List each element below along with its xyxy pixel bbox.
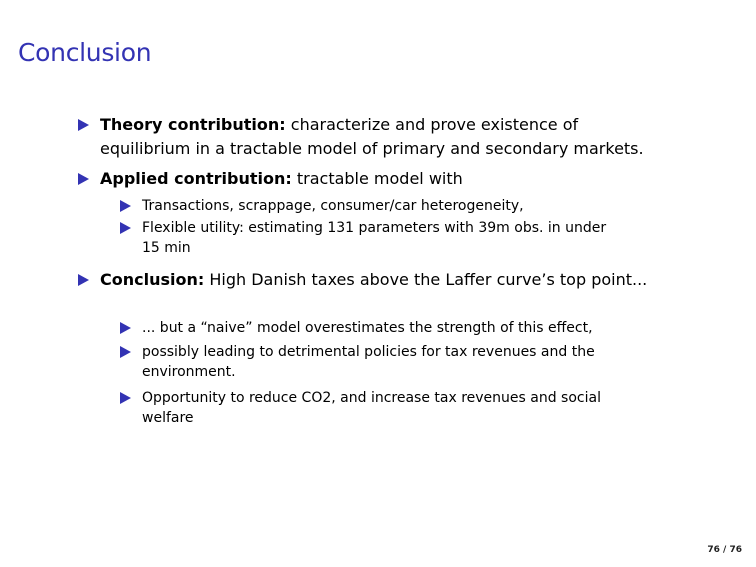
triangle-bullet-icon xyxy=(120,322,131,334)
sub-bullet-text: ... but a “naive” model overestimates the strength of this effect, xyxy=(142,320,593,336)
sub-bullet-text: Opportunity to reduce CO2, and increase tax revenues and social xyxy=(142,390,601,406)
triangle-bullet-icon xyxy=(120,392,131,404)
sub-bullet-text: Transactions, scrappage, consumer/car heterogeneity, xyxy=(142,198,524,214)
sub-bullet-flexible-utility xyxy=(142,218,702,258)
bullet-conclusion xyxy=(100,268,720,292)
sub-bullet-text-continued: environment. xyxy=(142,364,236,380)
triangle-bullet-icon xyxy=(120,222,131,234)
triangle-bullet-icon xyxy=(78,274,89,286)
bullet-text: characterize and prove existence of xyxy=(285,115,579,134)
sub-bullet-detrimental-policies xyxy=(142,342,702,382)
slide-title: Conclusion xyxy=(18,38,152,67)
page-number: 76 / 76 xyxy=(707,545,742,555)
sub-bullet-text: Flexible utility: estimating 131 parameters with 39m obs. in under xyxy=(142,220,607,236)
triangle-bullet-icon xyxy=(78,173,89,185)
triangle-bullet-icon xyxy=(78,119,89,131)
sub-bullet-text-continued: 15 min xyxy=(142,240,191,256)
bullet-lead: Conclusion: xyxy=(100,270,205,289)
bullet-text-continued: equilibrium in a tractable model of primary and secondary markets. xyxy=(100,139,644,158)
sub-bullet-transactions xyxy=(142,196,702,216)
triangle-bullet-icon xyxy=(120,346,131,358)
sub-bullet-text: possibly leading to detrimental policies for tax revenues and the xyxy=(142,344,595,360)
bullet-theory-contribution xyxy=(100,113,720,161)
bullet-lead: Applied contribution: xyxy=(100,169,292,188)
bullet-text: tractable model with xyxy=(291,169,463,188)
bullet-applied-contribution xyxy=(100,167,720,191)
sub-bullet-opportunity xyxy=(142,388,702,428)
triangle-bullet-icon xyxy=(120,200,131,212)
bullet-text: High Danish taxes above the Laffer curve’s top point... xyxy=(204,270,648,289)
bullet-lead: Theory contribution: xyxy=(100,115,286,134)
sub-bullet-naive-model xyxy=(142,318,702,338)
sub-bullet-text-continued: welfare xyxy=(142,410,194,426)
